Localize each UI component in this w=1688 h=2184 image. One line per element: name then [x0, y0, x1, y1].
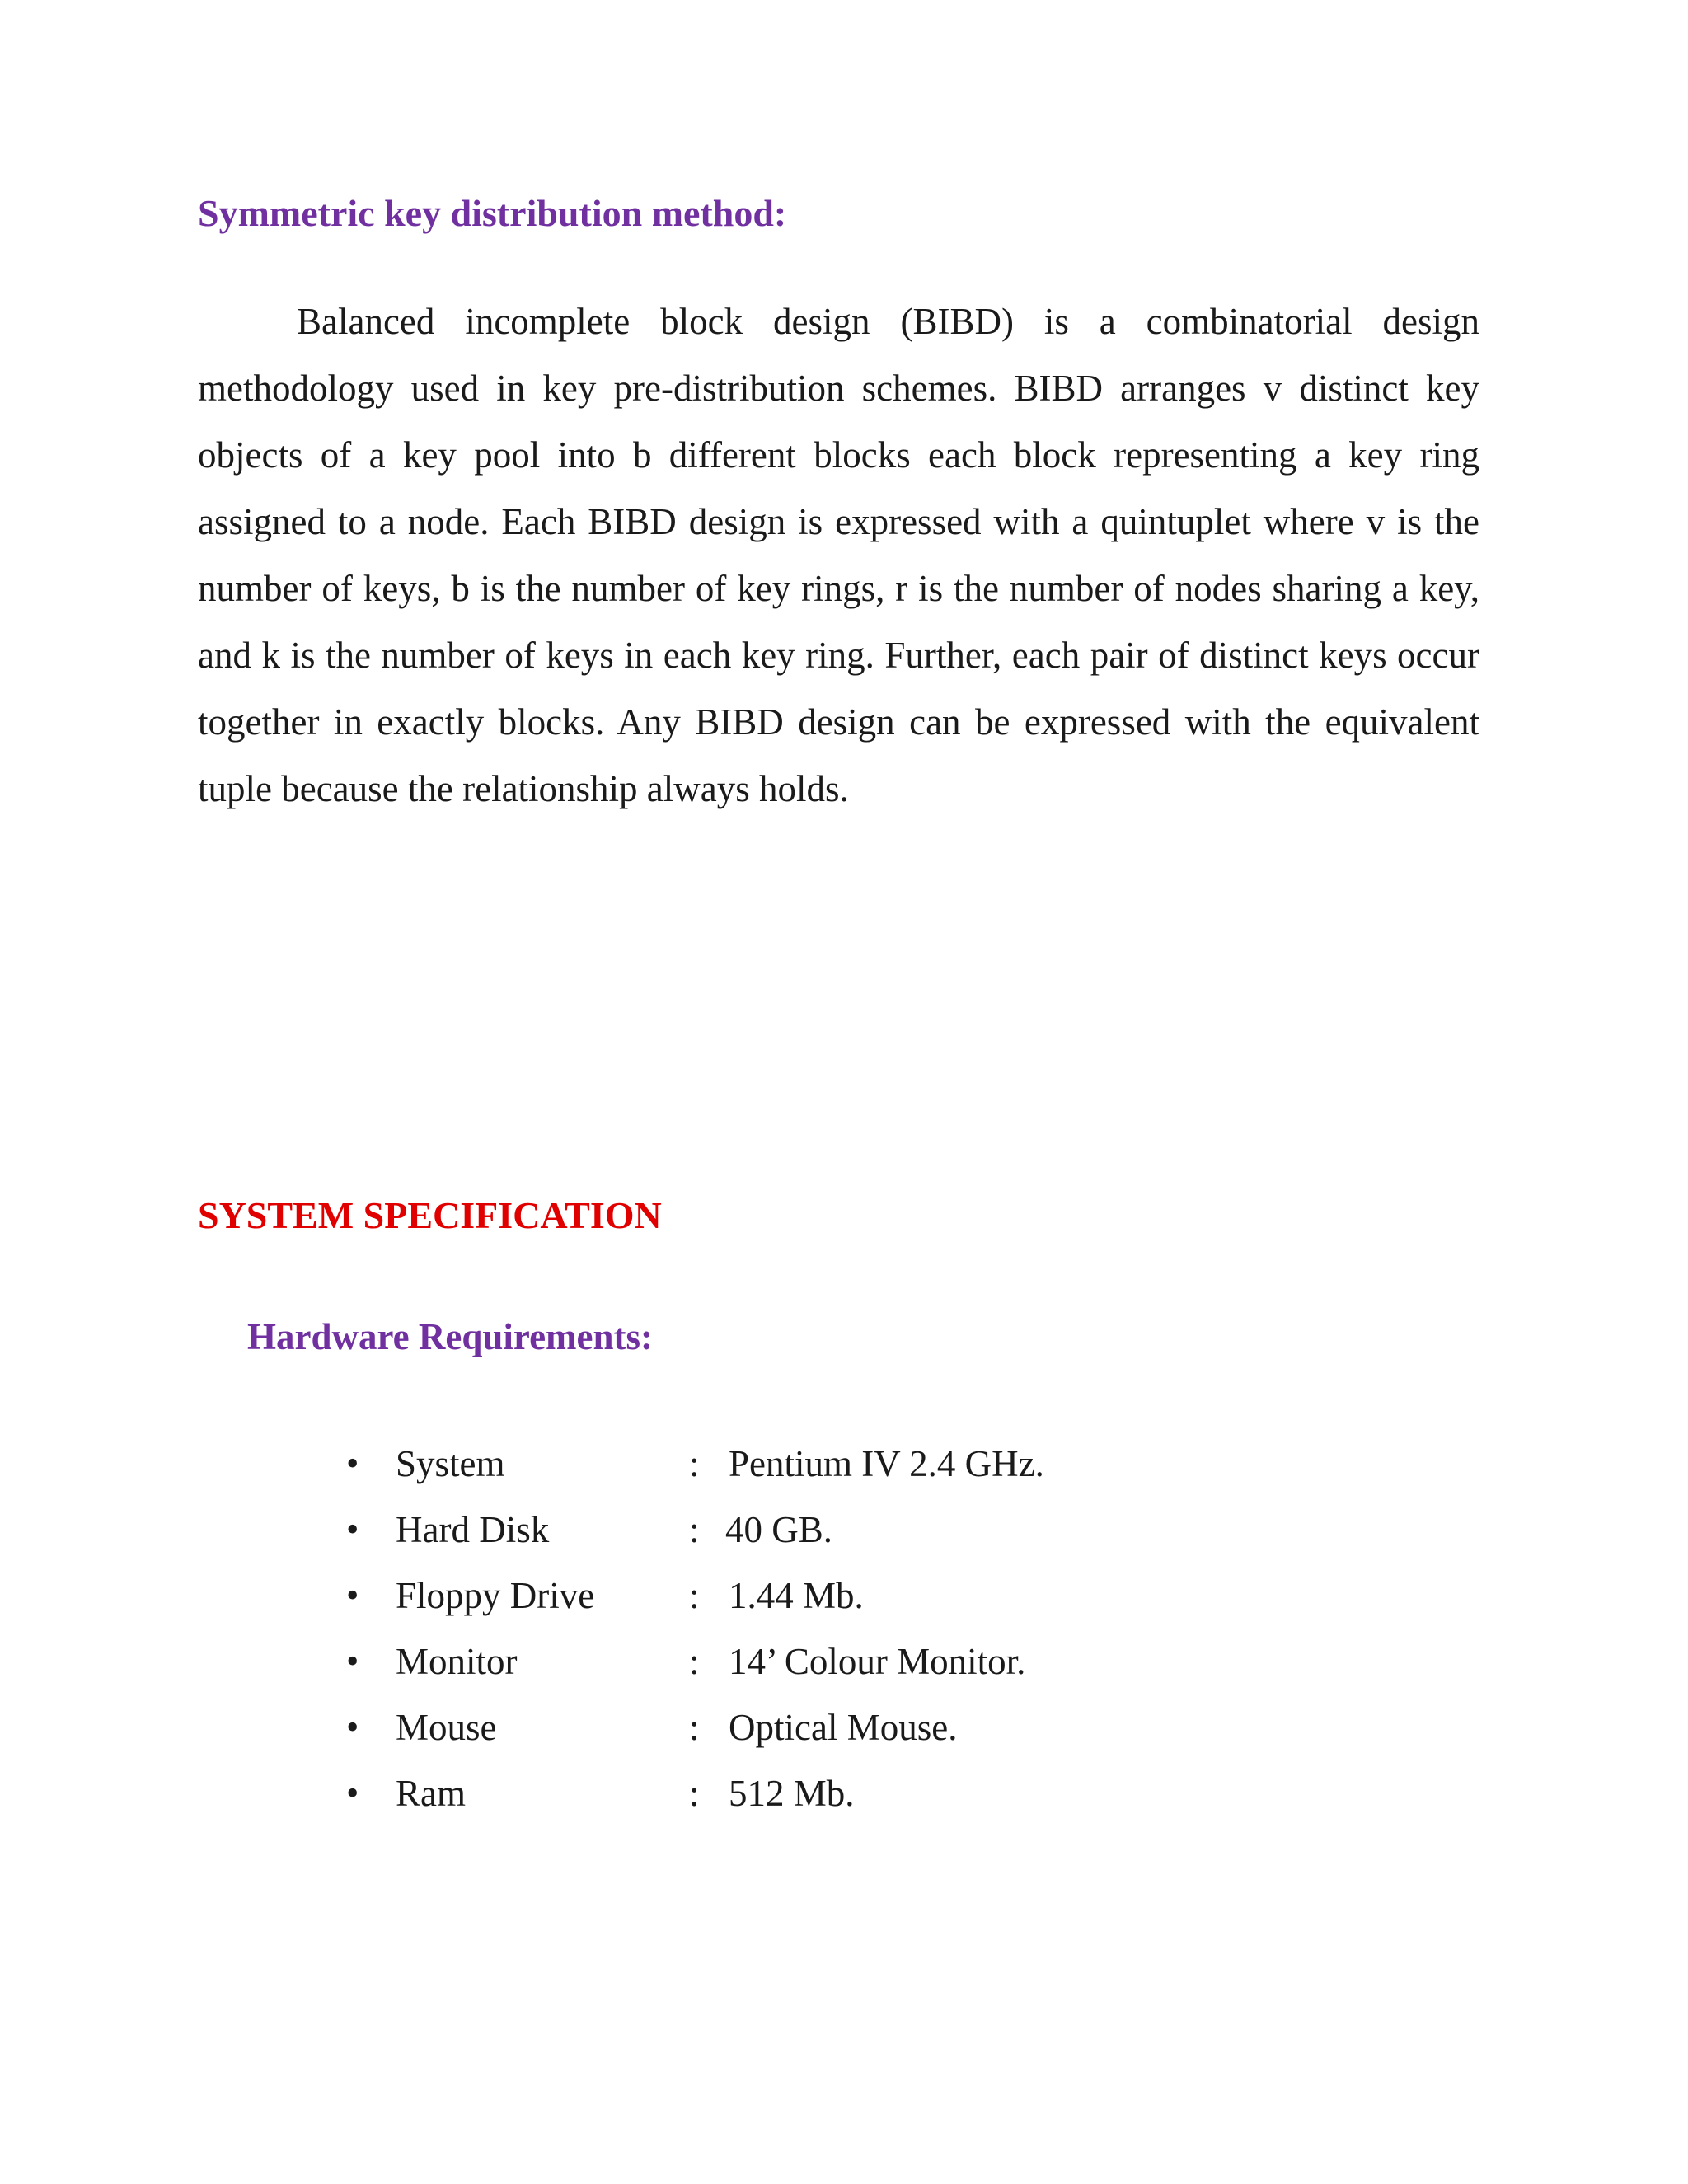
separator: : — [689, 1707, 700, 1748]
hardware-value: 512 Mb. — [729, 1773, 855, 1814]
separator: : — [689, 1443, 700, 1484]
hardware-label: System — [396, 1443, 505, 1484]
separator: : — [689, 1575, 700, 1616]
separator: : — [689, 1509, 700, 1550]
bullet-icon: • — [346, 1641, 359, 1681]
bullet-icon: • — [346, 1773, 359, 1813]
hardware-value: 40 GB. — [725, 1509, 833, 1550]
bullet-icon: • — [346, 1509, 359, 1549]
hardware-item-system — [0, 1437, 1154, 1503]
system-specification-heading: SYSTEM SPECIFICATION — [198, 1194, 662, 1236]
hardware-label: Mouse — [396, 1707, 497, 1748]
hardware-requirements-heading: Hardware Requirements: — [247, 1316, 654, 1357]
bullet-icon: • — [346, 1443, 359, 1483]
bibd-paragraph: Balanced incomplete block design (BIBD) is a combinatorial design methodology used in key pre-distribution schemes. BIBD arranges v distinct key objects of a key pool into b different blocks each block representing a key ring assigned to a node. Each BIBD design is expressed with a quintuplet where v is the number of keys, b is the number of key rings, r is the number of nodes sharing a key, and k is the number of keys in each key ring. Further, each pair of distinct keys occur together in exactly blocks. Any BIBD design can be expressed with the equivalent tuple because the relationship always holds. — [198, 301, 1479, 809]
hardware-value: 14’ Colour Monitor. — [729, 1641, 1026, 1682]
bullet-icon: • — [346, 1575, 359, 1615]
separator: : — [689, 1773, 700, 1814]
hardware-label: Monitor — [396, 1641, 518, 1682]
hardware-label: Ram — [396, 1773, 466, 1814]
hardware-value: 1.44 Mb. — [729, 1575, 864, 1616]
hardware-value: Pentium IV 2.4 GHz. — [729, 1443, 1044, 1484]
hardware-label: Hard Disk — [396, 1509, 550, 1550]
hardware-label: Floppy Drive — [396, 1575, 595, 1616]
hardware-value: Optical Mouse. — [729, 1707, 958, 1748]
hardware-item-monitor — [0, 1635, 1154, 1701]
hardware-item-ram — [0, 1767, 1154, 1833]
separator: : — [689, 1641, 700, 1682]
bullet-icon: • — [346, 1707, 359, 1747]
hardware-list — [0, 1437, 1154, 1833]
hardware-item-hard-disk — [0, 1503, 1154, 1569]
section-heading: Symmetric key distribution method: — [198, 192, 787, 234]
hardware-item-mouse — [0, 1701, 1154, 1767]
hardware-item-floppy-drive — [0, 1569, 1154, 1635]
